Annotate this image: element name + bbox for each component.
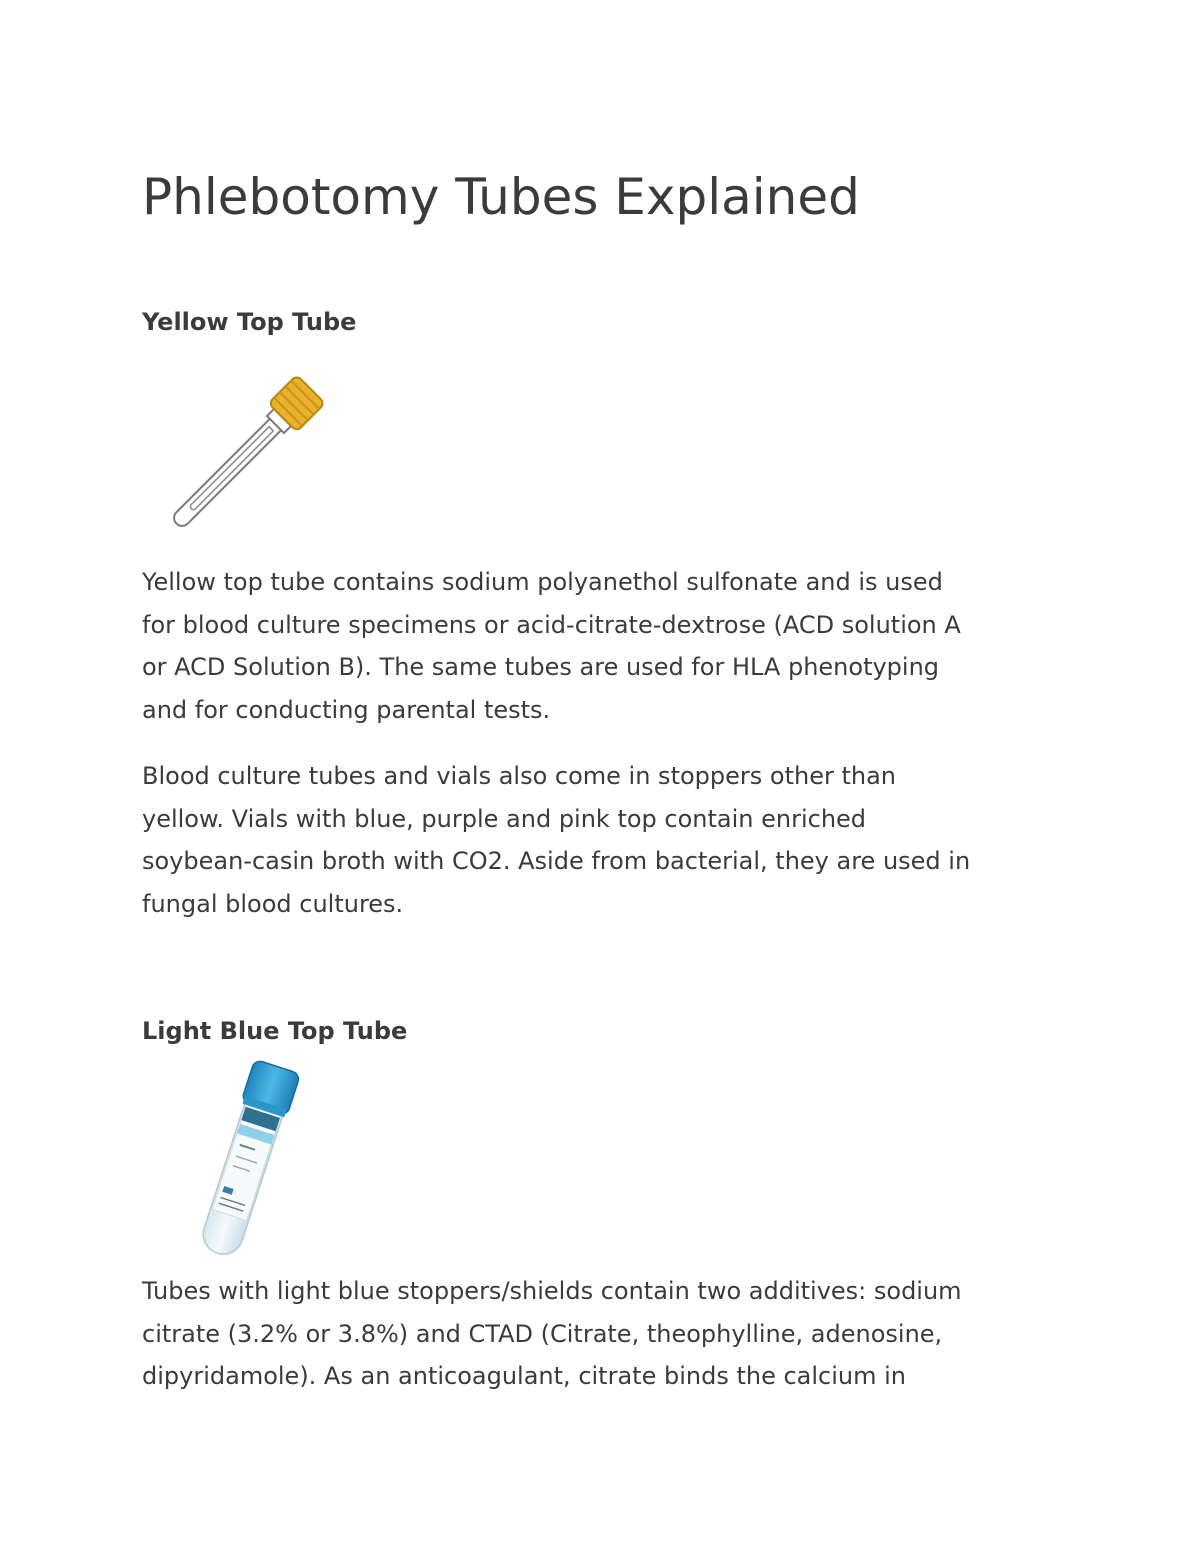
- section-heading-yellow-top-tube: Yellow Top Tube: [142, 308, 357, 336]
- text-line: for blood culture specimens or acid-citrate-dextrose (ACD solution A: [142, 610, 961, 639]
- section-heading-light-blue-top-tube: Light Blue Top Tube: [142, 1017, 408, 1045]
- text-line: fungal blood cultures.: [142, 889, 404, 918]
- text-line: citrate (3.2% or 3.8%) and CTAD (Citrate, theophylline, adenosine,: [142, 1319, 943, 1348]
- yellow-top-tube-illustration-icon: [165, 372, 335, 528]
- light-blue-top-tube-photo-icon: [178, 1056, 318, 1260]
- text-line: dipyridamole). As an anticoagulant, citrate binds the calcium in: [142, 1362, 906, 1390]
- text-line: or ACD Solution B). The same tubes are used for HLA phenotyping: [142, 653, 940, 681]
- paragraph-yellow-tube-description: [142, 561, 1072, 731]
- page-title: Phlebotomy Tubes Explained: [142, 168, 860, 226]
- paragraph-light-blue-tube-description: [142, 1270, 1072, 1398]
- text-line: soybean-casin broth with CO2. Aside from bacterial, they are used in: [142, 847, 971, 875]
- text-line: and for conducting parental tests.: [142, 695, 551, 724]
- paragraph-blood-culture-vials: [142, 755, 1072, 925]
- text-line: yellow. Vials with blue, purple and pink top contain enriched: [142, 804, 867, 833]
- text-line: Tubes with light blue stoppers/shields contain two additives: sodium: [142, 1277, 962, 1305]
- text-line: Yellow top tube contains sodium polyanethol sulfonate and is used: [142, 568, 943, 596]
- text-line: Blood culture tubes and vials also come in stoppers other than: [142, 762, 896, 790]
